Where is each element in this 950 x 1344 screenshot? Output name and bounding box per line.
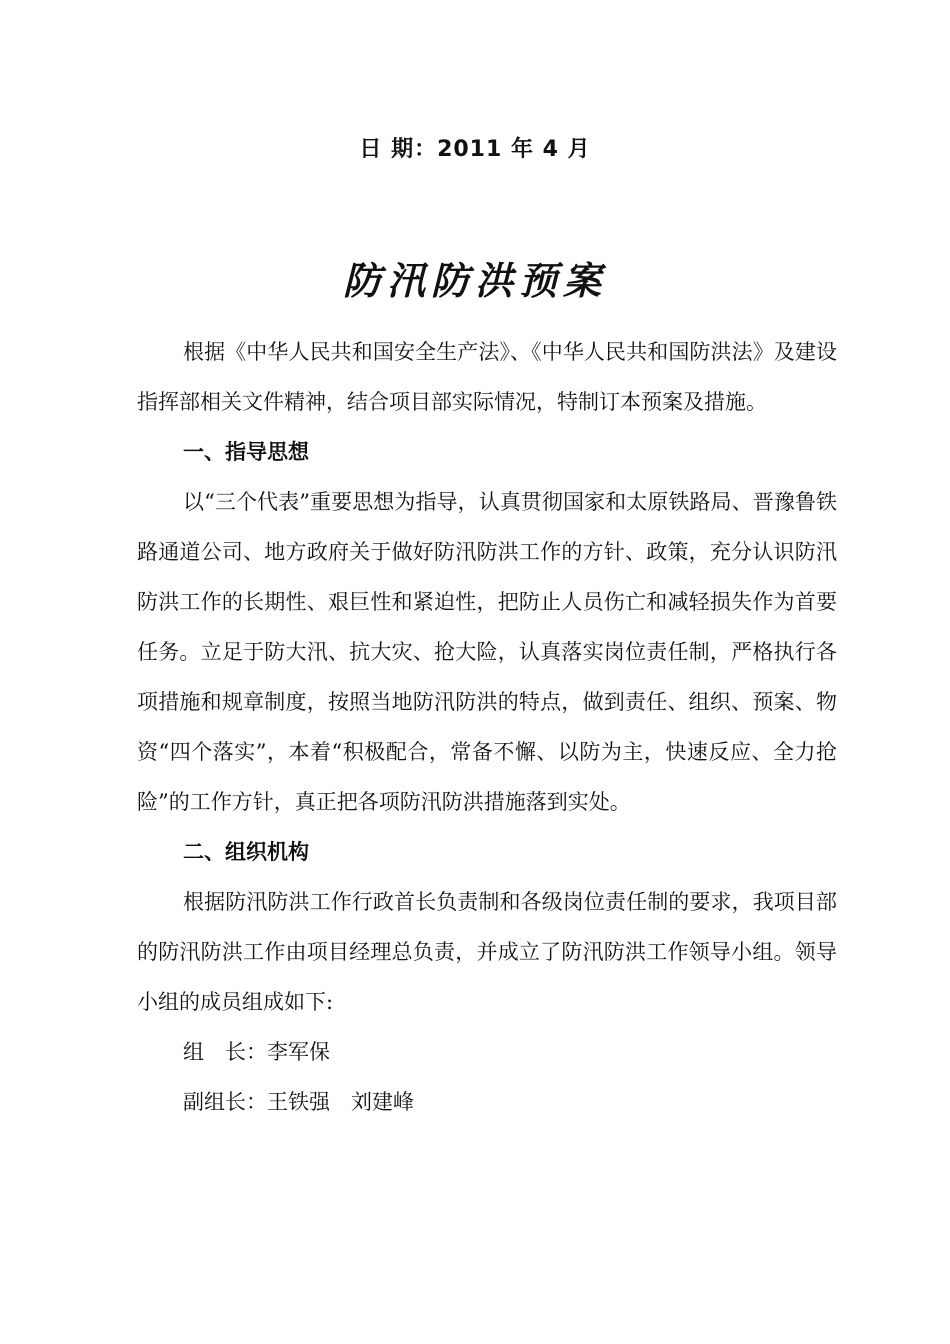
section-heading-organization: 二、组织机构 <box>183 840 309 864</box>
organization-paragraph: 根据防汛防洪工作行政首长负责制和各级岗位责任制的要求，我项目部的防汛防洪工作由项目经理总负责，并成立了防汛防洪工作领导小组。领导小组的成员组成如下: <box>137 890 837 1014</box>
deputy-leader-line: 副组长：王铁强 刘建峰 <box>183 1090 414 1114</box>
team-leader-line: 组 长：李军保 <box>183 1040 330 1064</box>
section-heading-guiding-ideology: 一、指导思想 <box>183 440 309 464</box>
document-title: 防汛防洪预案 <box>342 259 607 303</box>
guiding-ideology-paragraph: 以“三个代表”重要思想为指导，认真贯彻国家和太原铁路局、晋豫鲁铁路通道公司、地方政府关于做好防汛防洪工作的方针、政策，充分认识防汛防洪工作的长期性、艰巨性和紧迫性，把防止人员伤亡和减轻损失作为首要任务。立足于防大汛、抗大灾、抢大险，认真落实岗位责任制，严格执行各项措施和规章制度，按照当地防汛防洪的特点，做到责任、组织、预案、物资“四个落实”，本着“积极配合，常备不懈、以防为主，快速反应、全力抢险”的工作方针，真正把各项防汛防洪措施落到实处。 <box>137 490 837 814</box>
intro-paragraph: 根据《中华人民共和国安全生产法》、《中华人民共和国防洪法》及建设指挥部相关文件精神，结合项目部实际情况，特制订本预案及措施。 <box>137 340 837 414</box>
date-line: 日 期：2011 年 4 月 <box>359 137 591 162</box>
document-body <box>137 327 837 1127</box>
